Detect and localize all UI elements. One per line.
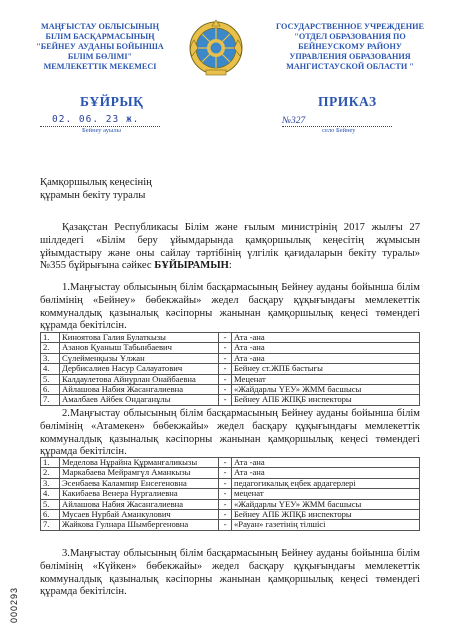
header-left — [20, 22, 180, 72]
member-role: «Жайдарлы YEУ» ЖММ басшысы — [232, 384, 420, 394]
member-name: Жайкова Гулнара Шымбергеновна — [60, 520, 219, 530]
header-left-line: МАҢҒЫСТАУ ОБЛЫСЫНЫҢ — [41, 22, 159, 31]
header-left-line: БІЛІМ БАСҚАРМАСЫНЫҢ — [45, 32, 155, 41]
order-subject — [40, 176, 300, 202]
section3-paragraph — [40, 548, 420, 599]
table-row — [41, 364, 420, 374]
table-row — [41, 384, 420, 394]
subject-line: құрамын бекіту туралы — [40, 190, 146, 201]
order-number — [282, 116, 305, 126]
table-row — [41, 489, 420, 499]
intro-end: : — [228, 260, 232, 272]
row-dash: - — [219, 333, 232, 343]
subject-line: Қамқоршылық кеңесінің — [40, 177, 152, 188]
section2-text: 2.Маңғыстау облысының білім басқармасының Бейнеу ауданы бойынша білім бөлімінің «Атамекен» бөбекжайы» жедел басқару құқығындағы мемлекеттік коммуналдық қазыналық кәсіпорны жанынан қамқоршылық кеңесі төмендегі құрамда бекітілсін. — [40, 408, 420, 458]
member-role: Ата -ана — [232, 458, 420, 468]
table-row — [41, 374, 420, 384]
row-number: 1. — [41, 458, 60, 468]
header-left-line: МЕМЛЕКЕТТІК МЕКЕМЕСІ — [43, 62, 157, 71]
header-right — [262, 22, 438, 72]
row-dash: - — [219, 353, 232, 363]
member-name: Маркабаева Мейрамгүл Аманкызы — [60, 468, 219, 478]
member-name: Эсенбаева Калампир Енсегеновна — [60, 478, 219, 488]
village-ru: село Бейнеу — [322, 127, 356, 134]
row-number: 7. — [41, 395, 60, 405]
member-role: Ата -ана — [232, 468, 420, 478]
header-left-line: БІЛІМ БӨЛІМІ" — [67, 52, 133, 61]
row-number: 3. — [41, 353, 60, 363]
row-dash: - — [219, 343, 232, 353]
member-role: «Рауан» газетінің тілшісі — [232, 520, 420, 530]
member-name: Сүлейменқызы Ұлжан — [60, 353, 219, 363]
table-row — [41, 509, 420, 519]
member-role: Ата -ана — [232, 353, 420, 363]
table-row — [41, 520, 420, 530]
row-dash: - — [219, 520, 232, 530]
table-row — [41, 468, 420, 478]
member-name: Дербисалиев Насур Салауатович — [60, 364, 219, 374]
row-number: 2. — [41, 343, 60, 353]
header-right-line: МАНГИСТАУСКОЙ ОБЛАСТИ " — [286, 62, 414, 71]
order-date — [52, 114, 139, 125]
row-number: 4. — [41, 489, 60, 499]
member-role: Бейнеу ст.ЖПБ бастығы — [232, 364, 420, 374]
row-number: 5. — [41, 374, 60, 384]
member-name: Киноятова Галия Булаткызы — [60, 333, 219, 343]
table-row — [41, 458, 420, 468]
header-right-line: БЕЙНЕУСКОМУ РАЙОНУ — [298, 42, 402, 51]
row-number: 6. — [41, 384, 60, 394]
row-dash: - — [219, 458, 232, 468]
row-dash: - — [219, 364, 232, 374]
intro-order-word: БҰЙЫРАМЫН — [154, 260, 229, 272]
row-dash: - — [219, 468, 232, 478]
row-dash: - — [219, 499, 232, 509]
member-role: меценат — [232, 489, 420, 499]
row-dash: - — [219, 374, 232, 384]
member-name: Какибаева Венера Нургалиевна — [60, 489, 219, 499]
side-serial-number: 000293 — [9, 586, 20, 624]
section1-paragraph — [40, 282, 420, 333]
section1-text: 1.Маңғыстау облысының білім басқармасының Бейнеу ауданы бойынша білім бөлімінің «Бейнеу» бөбекжайы» жедел басқару құқығындағы мемлекеттік коммуналдық қазыналық кәсіпорны жанынан қамқоршылық кеңесі төмендегі құрамда бекітілсін. — [40, 282, 420, 332]
row-number: 5. — [41, 499, 60, 509]
order-title-ru: ПРИКАЗ — [318, 94, 377, 109]
section2-paragraph — [40, 408, 420, 459]
member-name: Мусаев Нурбай Аманкулович — [60, 509, 219, 519]
row-number: 7. — [41, 520, 60, 530]
date-value: 02. 06. 23 — [52, 114, 120, 125]
date-suffix: ж. — [125, 114, 140, 125]
row-dash: - — [219, 384, 232, 394]
side-serial — [10, 586, 20, 626]
row-dash: - — [219, 395, 232, 405]
member-role: Меценат — [232, 374, 420, 384]
member-name: Айлашова Набия Жасангалиевна — [60, 384, 219, 394]
table-row — [41, 333, 420, 343]
row-dash: - — [219, 509, 232, 519]
row-dash: - — [219, 489, 232, 499]
row-number: 6. — [41, 509, 60, 519]
header-right-line: УПРАВЛЕНИЯ ОБРАЗОВАНИЯ — [289, 52, 411, 61]
header-right-line: ГОСУДАРСТВЕННОЕ УЧРЕЖДЕНИЕ — [276, 22, 424, 31]
section2-members-table — [40, 457, 420, 531]
member-role: педагогикалық еңбек ардагерлері — [232, 478, 420, 488]
member-role: «Жайдарлы YEУ» ЖММ басшысы — [232, 499, 420, 509]
member-name: Азанов Қуаныш Табынбаевич — [60, 343, 219, 353]
number-value: 327 — [290, 116, 306, 126]
row-dash: - — [219, 478, 232, 488]
section1-members-table — [40, 332, 420, 406]
member-name: Калдаулетова Айнурлан Онайбаевна — [60, 374, 219, 384]
row-number: 2. — [41, 468, 60, 478]
member-role: Ата -ана — [232, 343, 420, 353]
header-right-line: "ОТДЕЛ ОБРАЗОВАНИЯ ПО — [294, 32, 406, 41]
member-role: Бейнеу АПБ ЖПҚБ инспекторы — [232, 395, 420, 405]
row-number: 4. — [41, 364, 60, 374]
table-row — [41, 478, 420, 488]
order-title-kz: БҰЙРЫҚ — [80, 94, 144, 109]
member-name: Амалбаев Айбек Ондаганұлы — [60, 395, 219, 405]
section3-text: 3.Маңғыстау облысының білім басқармасының Бейнеу ауданы бойынша білім бөлімінің «Күйкен» бөбекжайы» жедел басқару құқығындағы мемлекеттік коммуналдық қазыналық кәсіпорны жанынан қамқоршылық кеңесі төмендегі құрамда бекітілсін. — [40, 548, 420, 598]
row-number: 1. — [41, 333, 60, 343]
number-prefix: № — [282, 116, 291, 126]
table-row — [41, 353, 420, 363]
table-row — [41, 499, 420, 509]
member-name: Меделова Нұрайна Құрманғаликызы — [60, 458, 219, 468]
row-number: 3. — [41, 478, 60, 488]
table-row — [41, 343, 420, 353]
header-left-line: "БЕЙНЕУ АУДАНЫ БОЙЫНША — [36, 42, 164, 51]
member-role: Бейнеу АПБ ЖПҚБ инспекторы — [232, 509, 420, 519]
member-role: Ата -ана — [232, 333, 420, 343]
intro-paragraph — [40, 222, 420, 273]
intro-text: Қазақстан Республикасы Білім және ғылым министрінің 2017 жылғы 27 шілдедегі «Білім беру ұйымдарында қамқоршылық кеңесітің жұмысын ұйымдастыру және оны сайлау тәртібінің үлгілік қағидаларын бекіту туралы» №355 бұйрығына сәйкес — [40, 222, 420, 272]
village-kz: Бейнеу ауылы — [82, 127, 121, 134]
kazakhstan-state-emblem-icon — [186, 18, 246, 76]
table-row — [41, 395, 420, 405]
member-name: Айлашова Набия Жасангалиевна — [60, 499, 219, 509]
